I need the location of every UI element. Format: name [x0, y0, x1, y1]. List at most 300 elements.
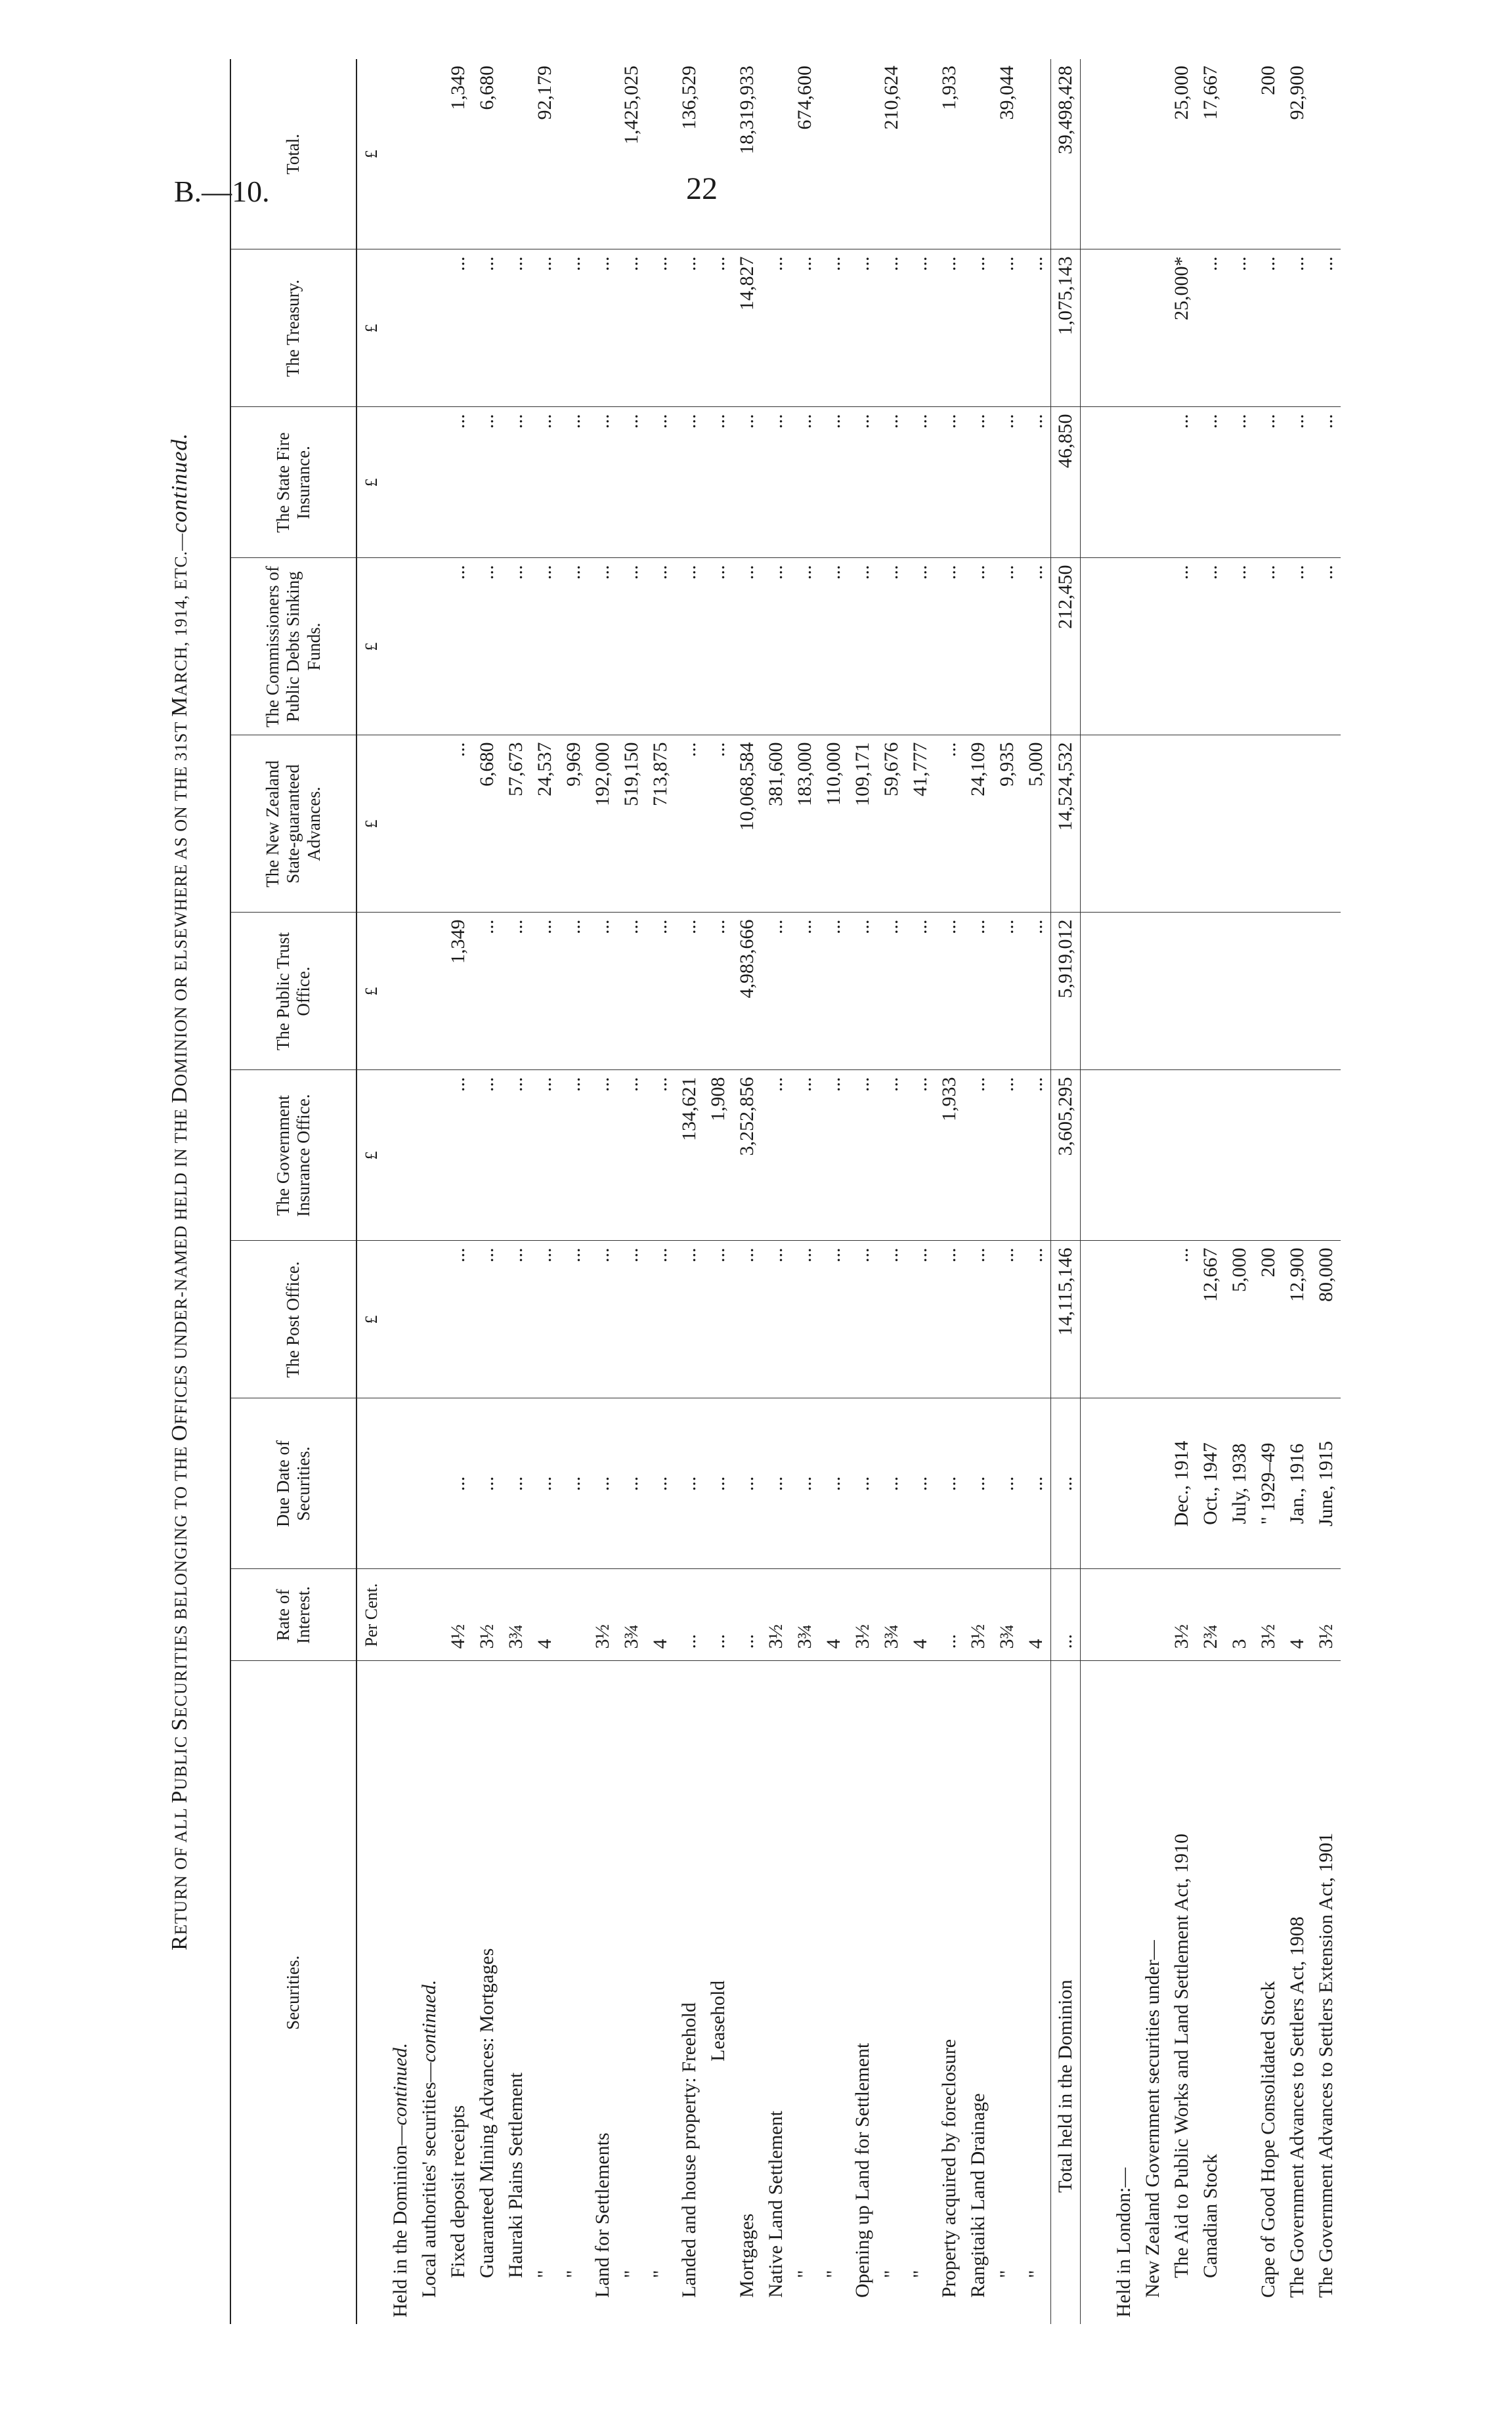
interest-rate: 3½ — [964, 1569, 993, 1661]
interest-rate: 3½ — [762, 1569, 790, 1661]
post-office-amount: ... — [819, 1241, 848, 1398]
state-fire-amount: ... — [1225, 407, 1254, 558]
total-amount: 39,498,428 — [1051, 59, 1081, 249]
gov-insurance-amount: ... — [559, 1070, 588, 1241]
due-date: ... — [993, 1398, 1022, 1569]
due-date: ... — [502, 1398, 530, 1569]
treasury-amount: ... — [675, 249, 704, 407]
table-row — [1022, 59, 1051, 2324]
gov-insurance-amount: ... — [530, 1070, 559, 1241]
public-trust-amount: ... — [646, 913, 675, 1070]
commissioners-amount: ... — [964, 558, 993, 735]
security-name: " — [880, 2270, 902, 2278]
interest-rate: 3½ — [588, 1569, 617, 1661]
public-trust-amount: ... — [819, 913, 848, 1070]
security-name: Opening up Land for Settlement — [852, 2042, 873, 2298]
table-row — [848, 59, 877, 2324]
security-name: Local authorities' securities—continued. — [418, 1979, 440, 2298]
public-trust-amount: ... — [762, 913, 790, 1070]
gov-insurance-amount — [1138, 1070, 1167, 1241]
commissioners-amount: ... — [1254, 558, 1283, 735]
total-amount: 1,425,025 — [617, 59, 646, 249]
table-row — [704, 59, 733, 2324]
post-office-amount: ... — [559, 1241, 588, 1398]
interest-rate — [1138, 1569, 1167, 1661]
security-name: " — [794, 2270, 815, 2278]
treasury-amount: ... — [1022, 249, 1051, 407]
security-name — [1225, 1661, 1254, 2324]
public-trust-amount — [1225, 913, 1254, 1070]
gov-insurance-amount — [1110, 1070, 1138, 1241]
security-name: Guaranteed Mining Advances: Mortgages — [476, 1948, 498, 2278]
public-trust-amount: ... — [1022, 913, 1051, 1070]
spacer-cell — [1081, 735, 1110, 913]
commissioners-amount: ... — [993, 558, 1022, 735]
treasury-amount: ... — [762, 249, 790, 407]
total-amount: 136,529 — [675, 59, 704, 249]
state-fire-amount: ... — [473, 407, 502, 558]
treasury-amount — [415, 249, 444, 407]
total-label: Total held in the Dominion — [1051, 1661, 1081, 2324]
treasury-amount — [386, 249, 415, 407]
gov-insurance-amount: ... — [762, 1070, 790, 1241]
public-trust-amount — [1138, 913, 1167, 1070]
due-date: ... — [617, 1398, 646, 1569]
table-row — [415, 59, 444, 2324]
nz-advances-amount: 713,875 — [646, 735, 675, 913]
treasury-amount: ... — [646, 249, 675, 407]
table-row — [1283, 59, 1312, 2324]
gov-insurance-amount: 1,933 — [935, 1070, 964, 1241]
public-trust-amount: ... — [617, 913, 646, 1070]
col-securities: Securities. — [230, 1661, 356, 2324]
post-office-amount — [386, 1241, 415, 1398]
public-trust-amount — [1254, 913, 1283, 1070]
public-trust-amount: ... — [964, 913, 993, 1070]
treasury-amount: ... — [790, 249, 819, 407]
total-amount — [819, 59, 848, 249]
state-fire-amount: ... — [617, 407, 646, 558]
interest-rate — [386, 1569, 415, 1661]
spacer-row — [1081, 59, 1110, 2324]
security-name: New Zealand Government securities under— — [1142, 1940, 1163, 2298]
post-office-amount: ... — [588, 1241, 617, 1398]
nz-advances-amount: 183,000 — [790, 735, 819, 913]
commissioners-amount: ... — [848, 558, 877, 735]
due-date: ... — [473, 1398, 502, 1569]
gov-insurance-amount — [1312, 1070, 1341, 1241]
nz-advances-amount — [386, 735, 415, 913]
col-total: Total. — [230, 59, 356, 249]
total-amount: 39,044 — [993, 59, 1022, 249]
gov-insurance-amount: ... — [906, 1070, 935, 1241]
commissioners-amount: ... — [906, 558, 935, 735]
treasury-amount: ... — [935, 249, 964, 407]
gov-insurance-amount: ... — [1022, 1070, 1051, 1241]
unit-percent: Per Cent. — [356, 1569, 386, 1661]
public-trust-amount: ... — [675, 913, 704, 1070]
post-office-amount: ... — [502, 1241, 530, 1398]
security-name: " — [534, 2270, 555, 2278]
due-date: Dec., 1914 — [1167, 1398, 1196, 1569]
treasury-amount: 14,827 — [733, 249, 762, 407]
treasury-amount: ... — [559, 249, 588, 407]
due-date: ... — [1051, 1398, 1081, 1569]
post-office-amount: ... — [790, 1241, 819, 1398]
nz-advances-amount — [1254, 735, 1283, 913]
total-amount: 1,349 — [444, 59, 473, 249]
nz-advances-amount — [1196, 735, 1225, 913]
table-row — [559, 59, 588, 2324]
interest-rate: 3¾ — [993, 1569, 1022, 1661]
col-commissioners: The Commissioners of Public Debts Sinking Funds. — [230, 558, 356, 735]
gov-insurance-amount: ... — [444, 1070, 473, 1241]
treasury-amount: ... — [964, 249, 993, 407]
total-amount — [1225, 59, 1254, 249]
gov-insurance-amount: 1,908 — [704, 1070, 733, 1241]
nz-advances-amount: 9,969 — [559, 735, 588, 913]
nz-advances-amount: 14,524,532 — [1051, 735, 1081, 913]
col-state-fire: The State Fire Insurance. — [230, 407, 356, 558]
gov-insurance-amount — [1283, 1070, 1312, 1241]
treasury-amount: ... — [502, 249, 530, 407]
treasury-amount: 1,075,143 — [1051, 249, 1081, 407]
public-trust-amount: ... — [588, 913, 617, 1070]
security-name: Cape of Good Hope Consolidated Stock — [1257, 1981, 1279, 2298]
treasury-amount: ... — [473, 249, 502, 407]
due-date: ... — [790, 1398, 819, 1569]
nz-advances-amount — [1312, 735, 1341, 913]
nz-advances-amount — [1283, 735, 1312, 913]
col-public-trust: The Public Trust Office. — [230, 913, 356, 1070]
total-amount: 200 — [1254, 59, 1283, 249]
due-date: ... — [675, 1398, 704, 1569]
commissioners-amount: 212,450 — [1051, 558, 1081, 735]
public-trust-amount: ... — [502, 913, 530, 1070]
treasury-amount: ... — [906, 249, 935, 407]
unit-pound: £ — [356, 913, 386, 1070]
public-trust-amount: 5,919,012 — [1051, 913, 1081, 1070]
table-row — [790, 59, 819, 2324]
security-name: Held in the Dominion—continued. — [389, 2042, 411, 2317]
interest-rate: ... — [935, 1569, 964, 1661]
interest-rate: 3½ — [1167, 1569, 1196, 1661]
due-date: ... — [848, 1398, 877, 1569]
interest-rate: ... — [1051, 1569, 1081, 1661]
commissioners-amount: ... — [1312, 558, 1341, 735]
interest-rate: 3½ — [848, 1569, 877, 1661]
table-row — [733, 59, 762, 2324]
treasury-amount — [1110, 249, 1138, 407]
due-date: ... — [588, 1398, 617, 1569]
commissioners-amount: ... — [935, 558, 964, 735]
nz-advances-amount: 381,600 — [762, 735, 790, 913]
security-name: Fixed deposit receipts — [447, 2105, 469, 2278]
nz-advances-amount: 10,068,584 — [733, 735, 762, 913]
rotated-table-frame — [167, 59, 1337, 2324]
state-fire-amount — [1110, 407, 1138, 558]
due-date: ... — [646, 1398, 675, 1569]
state-fire-amount: ... — [762, 407, 790, 558]
treasury-amount: ... — [530, 249, 559, 407]
table-row — [906, 59, 935, 2324]
post-office-amount: ... — [906, 1241, 935, 1398]
gov-insurance-amount: 3,252,856 — [733, 1070, 762, 1241]
state-fire-amount: ... — [935, 407, 964, 558]
public-trust-amount — [415, 913, 444, 1070]
state-fire-amount: ... — [559, 407, 588, 558]
spacer-cell — [1081, 558, 1110, 735]
table-row — [1110, 59, 1138, 2324]
treasury-amount: ... — [1254, 249, 1283, 407]
security-name: Hauraki Plains Settlement — [505, 2072, 527, 2278]
state-fire-amount — [415, 407, 444, 558]
nz-advances-amount — [1138, 735, 1167, 913]
state-fire-amount: 46,850 — [1051, 407, 1081, 558]
treasury-amount: ... — [819, 249, 848, 407]
commissioners-amount: ... — [819, 558, 848, 735]
due-date: ... — [877, 1398, 906, 1569]
public-trust-amount: ... — [935, 913, 964, 1070]
gov-insurance-amount: ... — [646, 1070, 675, 1241]
interest-rate: 4½ — [444, 1569, 473, 1661]
security-name: " — [996, 2270, 1018, 2278]
table-row — [588, 59, 617, 2324]
due-date: ... — [819, 1398, 848, 1569]
nz-advances-amount — [1167, 735, 1196, 913]
post-office-amount — [1138, 1241, 1167, 1398]
total-amount — [1110, 59, 1138, 249]
table-row — [473, 59, 502, 2324]
gov-insurance-amount: ... — [502, 1070, 530, 1241]
nz-advances-amount: 519,150 — [617, 735, 646, 913]
treasury-amount — [1138, 249, 1167, 407]
commissioners-amount: ... — [733, 558, 762, 735]
commissioners-amount: ... — [646, 558, 675, 735]
security-name: " — [909, 2270, 931, 2278]
spacer-cell — [1081, 1569, 1110, 1661]
state-fire-amount: ... — [877, 407, 906, 558]
total-amount — [646, 59, 675, 249]
nz-advances-amount: 6,680 — [473, 735, 502, 913]
due-date: ... — [935, 1398, 964, 1569]
state-fire-amount: ... — [588, 407, 617, 558]
commissioners-amount: ... — [559, 558, 588, 735]
total-amount — [502, 59, 530, 249]
public-trust-amount: 4,983,666 — [733, 913, 762, 1070]
treasury-amount: ... — [1196, 249, 1225, 407]
gov-insurance-amount: ... — [473, 1070, 502, 1241]
table-row — [1138, 59, 1167, 2324]
public-trust-amount: ... — [848, 913, 877, 1070]
interest-rate — [415, 1569, 444, 1661]
due-date: ... — [1022, 1398, 1051, 1569]
commissioners-amount: ... — [1196, 558, 1225, 735]
commissioners-amount: ... — [530, 558, 559, 735]
due-date — [415, 1398, 444, 1569]
unit-pound: £ — [356, 1241, 386, 1398]
unit-pound: £ — [356, 735, 386, 913]
state-fire-amount: ... — [848, 407, 877, 558]
table-row — [617, 59, 646, 2324]
state-fire-amount: ... — [1022, 407, 1051, 558]
total-amount: 92,900 — [1283, 59, 1312, 249]
gov-insurance-amount: ... — [993, 1070, 1022, 1241]
commissioners-amount: ... — [790, 558, 819, 735]
post-office-amount: ... — [762, 1241, 790, 1398]
gov-insurance-amount: ... — [877, 1070, 906, 1241]
nz-advances-amount — [1110, 735, 1138, 913]
security-name: The Government Advances to Settlers Act, 1908 — [1286, 1916, 1308, 2298]
total-amount: 25,000 — [1167, 59, 1196, 249]
state-fire-amount — [386, 407, 415, 558]
securities-table — [230, 59, 1341, 2324]
post-office-amount: ... — [877, 1241, 906, 1398]
post-office-amount: 80,000 — [1312, 1241, 1341, 1398]
security-name: Native Land Settlement — [765, 2111, 787, 2298]
treasury-amount: ... — [877, 249, 906, 407]
interest-rate: 3¾ — [617, 1569, 646, 1661]
public-trust-amount: ... — [906, 913, 935, 1070]
nz-advances-amount: ... — [935, 735, 964, 913]
table-row — [1312, 59, 1341, 2324]
post-office-amount: ... — [733, 1241, 762, 1398]
public-trust-amount: ... — [530, 913, 559, 1070]
due-date: ... — [444, 1398, 473, 1569]
state-fire-amount: ... — [444, 407, 473, 558]
post-office-amount: ... — [935, 1241, 964, 1398]
gov-insurance-amount: ... — [588, 1070, 617, 1241]
spacer-cell — [1081, 1241, 1110, 1398]
gov-insurance-amount: 134,621 — [675, 1070, 704, 1241]
nz-advances-amount: ... — [704, 735, 733, 913]
gov-insurance-amount — [415, 1070, 444, 1241]
due-date — [1110, 1398, 1138, 1569]
nz-advances-amount: ... — [675, 735, 704, 913]
post-office-amount: ... — [473, 1241, 502, 1398]
nz-advances-amount: 5,000 — [1022, 735, 1051, 913]
due-date: ... — [559, 1398, 588, 1569]
post-office-amount: ... — [1167, 1241, 1196, 1398]
total-amount: 674,600 — [790, 59, 819, 249]
state-fire-amount: ... — [1254, 407, 1283, 558]
commissioners-amount: ... — [1167, 558, 1196, 735]
public-trust-amount: ... — [704, 913, 733, 1070]
total-amount: 6,680 — [473, 59, 502, 249]
due-date: Jan., 1916 — [1283, 1398, 1312, 1569]
security-name: " — [620, 2270, 642, 2278]
commissioners-amount: ... — [1225, 558, 1254, 735]
total-amount — [848, 59, 877, 249]
interest-rate — [1110, 1569, 1138, 1661]
table-row — [1196, 59, 1225, 2324]
interest-rate: 4 — [1283, 1569, 1312, 1661]
post-office-amount: 12,900 — [1283, 1241, 1312, 1398]
report-code: B.—10. — [174, 175, 270, 208]
nz-advances-amount: 110,000 — [819, 735, 848, 913]
table-row — [1225, 59, 1254, 2324]
commissioners-amount — [415, 558, 444, 735]
total-amount — [1138, 59, 1167, 249]
security-name: The Government Advances to Settlers Extension Act, 1901 — [1315, 1832, 1337, 2298]
treasury-amount: ... — [848, 249, 877, 407]
spacer-cell — [1081, 913, 1110, 1070]
post-office-amount: ... — [646, 1241, 675, 1398]
nz-advances-amount: 24,109 — [964, 735, 993, 913]
nz-advances-amount: 57,673 — [502, 735, 530, 913]
interest-rate: 3¾ — [877, 1569, 906, 1661]
treasury-amount: ... — [1312, 249, 1341, 407]
nz-advances-amount: ... — [444, 735, 473, 913]
total-amount — [588, 59, 617, 249]
commissioners-amount: ... — [1283, 558, 1312, 735]
gov-insurance-amount: ... — [819, 1070, 848, 1241]
commissioners-amount: ... — [762, 558, 790, 735]
due-date: ... — [964, 1398, 993, 1569]
due-date: July, 1938 — [1225, 1398, 1254, 1569]
interest-rate — [559, 1569, 588, 1661]
commissioners-amount: ... — [502, 558, 530, 735]
interest-rate: 4 — [906, 1569, 935, 1661]
commissioners-amount: ... — [1022, 558, 1051, 735]
total-amount — [704, 59, 733, 249]
table-row — [675, 59, 704, 2324]
spacer-cell — [1081, 1398, 1110, 1569]
total-dominion-row — [1051, 59, 1081, 2324]
total-amount — [762, 59, 790, 249]
table-row — [1254, 59, 1283, 2324]
treasury-amount: 25,000* — [1167, 249, 1196, 407]
gov-insurance-amount: ... — [790, 1070, 819, 1241]
post-office-amount: ... — [675, 1241, 704, 1398]
interest-rate: 3½ — [473, 1569, 502, 1661]
interest-rate: ... — [675, 1569, 704, 1661]
post-office-amount: 200 — [1254, 1241, 1283, 1398]
nz-advances-amount: 9,935 — [993, 735, 1022, 913]
due-date: ... — [906, 1398, 935, 1569]
public-trust-amount — [1312, 913, 1341, 1070]
col-post-office: The Post Office. — [230, 1241, 356, 1398]
state-fire-amount: ... — [704, 407, 733, 558]
commissioners-amount: ... — [588, 558, 617, 735]
due-date — [1138, 1398, 1167, 1569]
unit-pound: £ — [356, 59, 386, 249]
post-office-amount — [415, 1241, 444, 1398]
security-name: Property acquired by foreclosure — [938, 2038, 960, 2298]
post-office-amount: ... — [1022, 1241, 1051, 1398]
security-name: Canadian Stock — [1199, 2153, 1221, 2278]
nz-advances-amount: 109,171 — [848, 735, 877, 913]
unit-pound: £ — [356, 558, 386, 735]
due-date: ... — [530, 1398, 559, 1569]
security-name: Mortgages — [736, 2213, 758, 2298]
commissioners-amount — [1110, 558, 1138, 735]
post-office-amount: ... — [444, 1241, 473, 1398]
gov-insurance-amount — [1167, 1070, 1196, 1241]
commissioners-amount: ... — [444, 558, 473, 735]
total-amount: 210,624 — [877, 59, 906, 249]
state-fire-amount: ... — [906, 407, 935, 558]
table-row — [502, 59, 530, 2324]
interest-rate: 3½ — [1254, 1569, 1283, 1661]
total-amount — [964, 59, 993, 249]
nz-advances-amount: 192,000 — [588, 735, 617, 913]
state-fire-amount: ... — [819, 407, 848, 558]
treasury-amount: ... — [1225, 249, 1254, 407]
commissioners-amount: ... — [617, 558, 646, 735]
table-row — [530, 59, 559, 2324]
nz-advances-amount: 41,777 — [906, 735, 935, 913]
